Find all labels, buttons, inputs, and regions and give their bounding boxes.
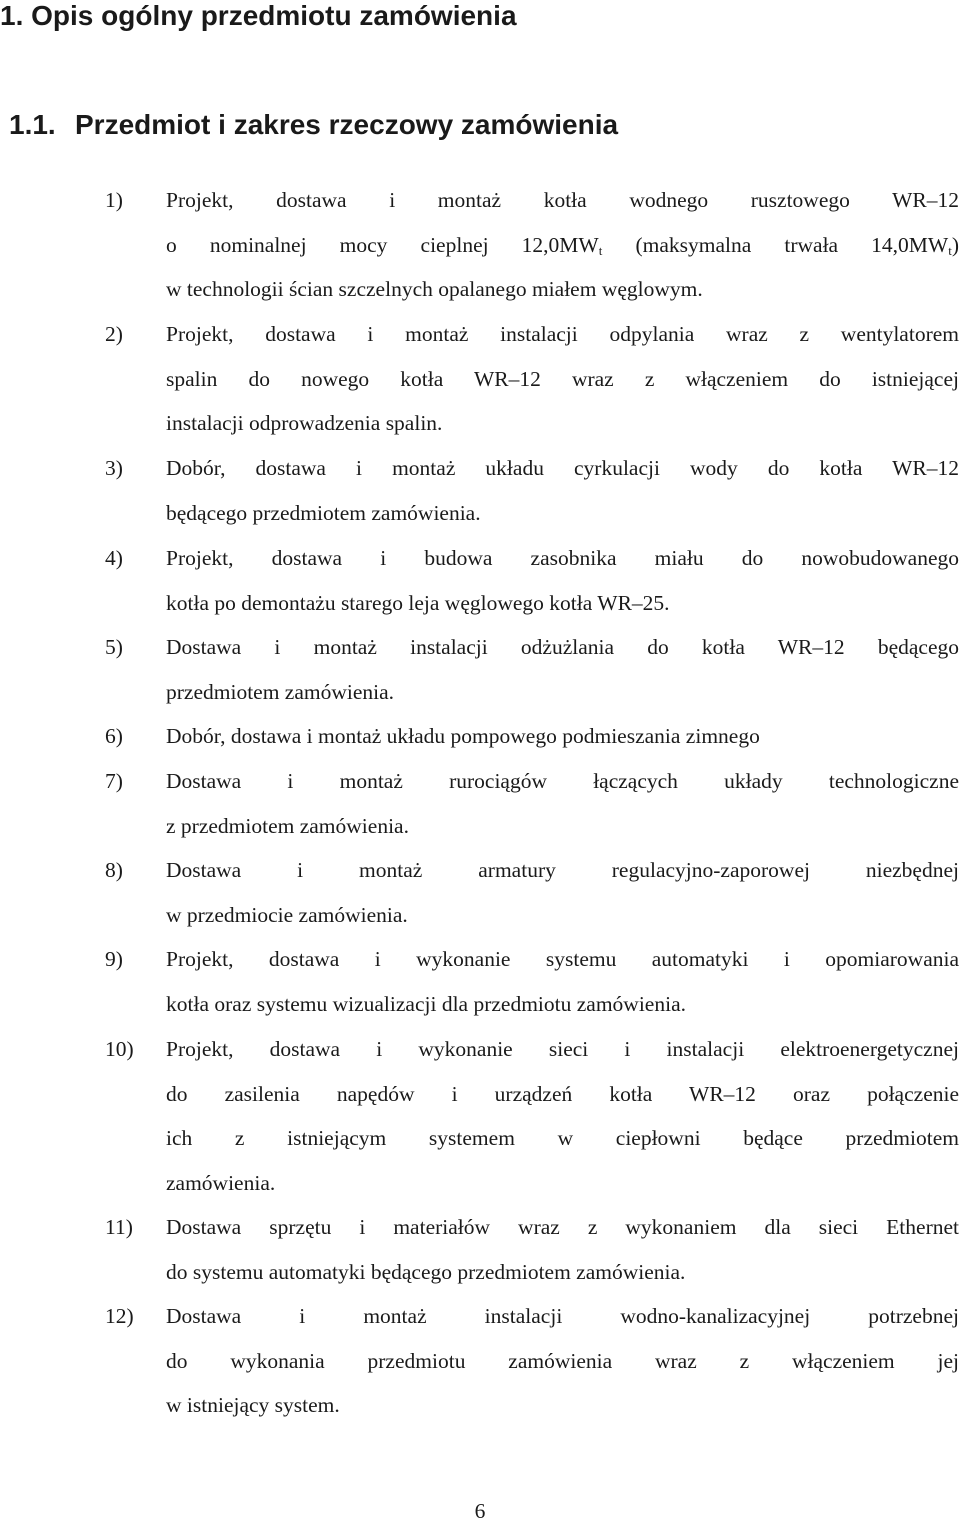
list-item-line: Dostawa sprzętu i materiałów wraz z wykonaniem dla sieci Ethernet [166, 1215, 959, 1239]
list-item-number: 5) [105, 635, 123, 659]
list-item-line: Projekt, dostawa i budowa zasobnika miału do nowobudowanego [166, 546, 959, 570]
list-item-line: Dostawa i montaż instalacji odżużlania do kotła WR–12 będącego [166, 635, 959, 659]
list-item-number: 2) [105, 322, 123, 346]
list-item-number: 6) [105, 724, 123, 748]
list-item-text [166, 536, 959, 625]
subscript: t [598, 242, 603, 258]
subsection-heading [9, 105, 618, 145]
list-item-text [166, 625, 959, 714]
list-item-line: do systemu automatyki będącego przedmiotem zamówienia. [166, 1259, 686, 1284]
list-item-number: 9) [105, 947, 123, 971]
list-item-text [166, 1205, 959, 1294]
subsection-title: Przedmiot i zakres rzeczowy zamówienia [75, 109, 619, 140]
list-item-text [166, 848, 959, 937]
list-item-line [166, 223, 959, 268]
list-item-number: 3) [105, 456, 123, 480]
list-item-line: kotła po demontażu starego leja węglowego kotła WR–25. [166, 590, 670, 615]
list-item-number: 10) [105, 1037, 134, 1061]
list-item-line: zamówienia. [166, 1170, 276, 1195]
list-item-line: do zasilenia napędów i urządzeń kotła WR–12 oraz połączenie [166, 1081, 959, 1106]
list-item-number: 7) [105, 769, 123, 793]
list-item-number: 12) [105, 1304, 134, 1328]
subsection-number: 1.1. [9, 109, 56, 140]
list-item-line: instalacji odprowadzenia spalin. [166, 411, 443, 436]
list-item-line: Dostawa i montaż armatury regulacyjno-zaporowej niezbędnej [166, 858, 959, 882]
list-item-line: ich z istniejącym systemem w ciepłowni będące przedmiotem [166, 1126, 959, 1151]
list-item-line: przedmiotem zamówienia. [166, 679, 395, 704]
section-heading: 1. Opis ogólny przedmiotu zamówienia [0, 0, 517, 31]
list-item-text [166, 759, 959, 848]
list-item-line: Projekt, dostawa i wykonanie systemu automatyki i opomiarowania [166, 947, 959, 971]
list-item-line: Dobór, dostawa i montaż układu cyrkulacji wody do kotła WR–12 [166, 456, 959, 480]
list-item-text [166, 714, 959, 759]
list-item-number: 11) [105, 1215, 133, 1239]
list-item-number: 8) [105, 858, 123, 882]
list-item-line: Projekt, dostawa i montaż instalacji odpylania wraz z wentylatorem [166, 322, 959, 346]
power-max-text: (maksymalna trwała 14,0MW [602, 232, 949, 257]
power-nominal-text: o nominalnej mocy cieplnej 12,0MW [166, 232, 599, 257]
list-item-line: spalin do nowego kotła WR–12 wraz z włączeniem do istniejącej [166, 366, 959, 391]
page-number: 6 [474, 1499, 486, 1523]
list-item-line: w istniejący system. [166, 1393, 340, 1418]
list-item-line: będącego przedmiotem zamówienia. [166, 500, 481, 525]
list-item-number: 4) [105, 546, 123, 570]
list-item-line: Projekt, dostawa i wykonanie sieci i instalacji elektroenergetycznej [166, 1037, 959, 1061]
list-item-line: z przedmiotem zamówienia. [166, 813, 409, 838]
list-item-text [166, 937, 959, 1026]
list-item-text [166, 178, 959, 312]
list-item-text [166, 1027, 959, 1205]
list-item-line: Dobór, dostawa i montaż układu pompowego podmieszania zimnego [166, 724, 760, 748]
subscript: t [948, 242, 952, 258]
list-item-text [166, 446, 959, 535]
list-item-text [166, 1294, 959, 1428]
closing-paren: ) [951, 232, 960, 257]
list-item-line: Dostawa i montaż rurociągów łączących układy technologiczne [166, 769, 959, 793]
list-item-line: Projekt, dostawa i montaż kotła wodnego rusztowego WR–12 [166, 188, 959, 212]
list-item-line: Dostawa i montaż instalacji wodno-kanalizacyjnej potrzebnej [166, 1304, 959, 1328]
list-item-line: do wykonania przedmiotu zamówienia wraz z włączeniem jej [166, 1348, 959, 1373]
list-item-text [166, 312, 959, 446]
list-item-number: 1) [105, 188, 123, 212]
list-item-line: w technologii ścian szczelnych opalanego miałem węglowym. [166, 277, 703, 302]
list-item-line: w przedmiocie zamówienia. [166, 902, 408, 927]
list-item-line: kotła oraz systemu wizualizacji dla przedmiotu zamówienia. [166, 991, 686, 1016]
